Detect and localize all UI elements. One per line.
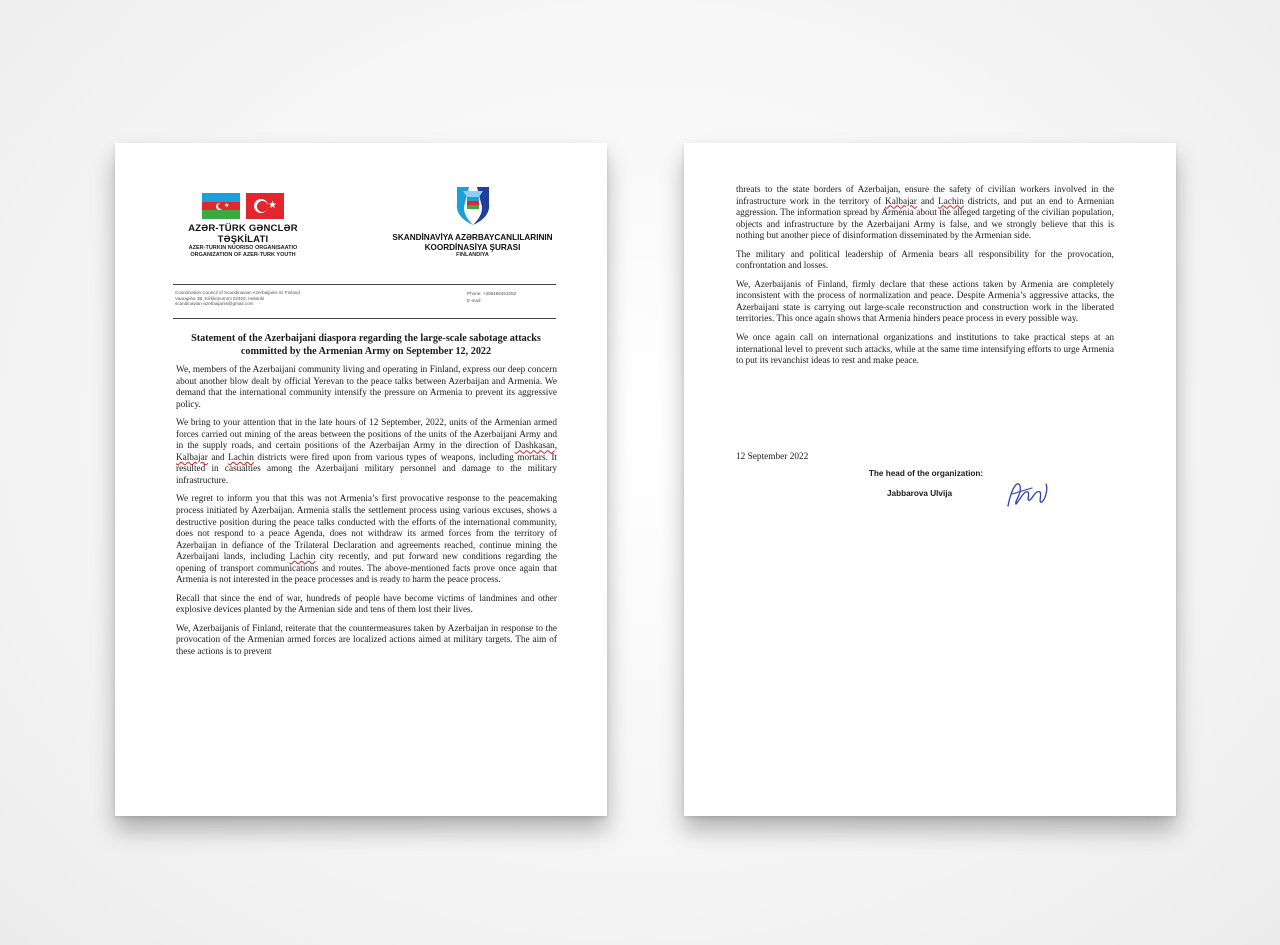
document-page-1 — [115, 143, 607, 816]
contact-phone-email — [467, 290, 557, 304]
council-emblem-icon — [443, 183, 503, 231]
paragraph-1: We, members of the Azerbaijani community living and operating in Finland, express our deep concern about another blow dealt by official Yerevan to the peace talks between Azerbaijan and Armenia. We demand that the international community intensify the pressure on Armenia to prevent its aggressive policy. — [176, 365, 557, 410]
contact-email: E-mail: — [467, 298, 482, 303]
contact-address-line3: scandinavian-azerbaijanis@gmail.com — [175, 301, 254, 307]
paragraph-5: We, Azerbaijanis of Finland, reiterate that the countermeasures taken by Azerbaijan in response to the provocation of the Armenian armed forces are localized actions aimed at military targets. The aim of these actions is to prevent — [176, 623, 557, 658]
azerbaijan-flag-icon: ★ — [202, 193, 240, 219]
turkey-flag-icon: ★ — [246, 193, 284, 219]
paragraph-7: The military and political leadership of Armenia bears all responsibility for the provocation, confrontation and losses. — [736, 249, 1114, 272]
paragraph-2: We bring to your attention that in the late hours of 12 September, 2022, units of the Armenian armed forces carried out mining of the areas between the positions of the units of the Azerbaijani Army and in the supply roads, and certain positions of the Azerbaijan Army in the direction of Dashkasan, Kalbajar and Lachin districts were fired upon from various types of weapons, including mortars. It resulted in casualties among the Azerbaijani military personnel and damage to the military infrastructure. — [176, 418, 557, 486]
paragraph-3: We regret to inform you that this was not Armenia’s first provocative response to the peacemaking process initiated by Azerbaijan. Armenia stalls the settlement process using various excuses, shows a destructive position during the peace talks conducted with the efforts of the international community, does not respond to a peace Agenda, does not withdraw its armed forces from the territory of Azerbaijan in defiance of the Trilateral Declaration and agreements reached, continue mining the Azerbaijani lands, including Lachin city recently, and put forward new conditions regarding the opening of transport communications and routes. The above-mentioned facts prove once again that Armenia is not interested in the peace processes and is ready to harm the peace process. — [176, 494, 557, 586]
council-name-line1: SKANDİNAVİYA AZƏRBAYCANLILARININ — [392, 233, 553, 242]
header-divider-top — [173, 284, 556, 285]
statement-title: Statement of the Azerbaijani diaspora regarding the large-scale sabotage attacks committed by the Armenian Army on September 12, 2022 — [191, 333, 541, 357]
paragraph-8: We, Azerbaijanis of Finland, firmly declare that these actions taken by Armenia are completely inconsistent with the process of normalization and peace. Despite Armenia’s aggressive attacks, the Azerbaijani state is carrying out large-scale reconstruction and construction work in the liberated territories. This once again shows that Armenia hinders peace process in every possible way. — [736, 279, 1114, 325]
document-page-2 — [684, 143, 1176, 816]
org-name-finnish: AZER-TURKIN NUORISO ORGANISAATIO — [188, 245, 298, 251]
contact-phone: Phone: +358469453282 — [467, 291, 517, 296]
org-name-english: ORGANIZATION OF AZER-TURK YOUTH — [190, 252, 296, 258]
council-name-line2: KOORDİNASİYA ŞURASI — [424, 242, 521, 252]
paragraph-6: threats to the state borders of Azerbaijan, ensure the safety of civilian workers involved in the infrastructure work in the territory of Kalbajar and Lachin districts, and put an end to Armenian aggression. The information spread by Armenia about the alleged targeting of the civilian population, objects and infrastructure by the Azerbaijani Army is false, and we strongly believe that this is nothing but another piece of disinformation disseminated by the Armenian side. — [736, 185, 1114, 242]
contact-address-line2: Vaarapiha 3B, Kirkkonummi 02400, Helsinki — [175, 295, 265, 301]
statement-body-page1 — [176, 365, 557, 666]
scandinavian-council-logo — [385, 183, 560, 258]
paragraph-4: Recall that since the end of war, hundreds of people have become victims of landmines and other explosive devices planted by the Armenian side and tens of them lost their lives. — [176, 593, 557, 616]
paragraph-9: We once again call on international organizations and institutions to take practical steps at an international level to prevent such attacks, while at the same time intensifying efforts to urge Armenia to put its revanchist ideas to rest and make peace. — [736, 333, 1114, 367]
statement-date: 12 September 2022 — [736, 452, 809, 462]
contact-address-line1: Coordination Council of Scandinavian Azerbaijanis Sr Finland — [175, 290, 300, 295]
azer-turk-youth-logo — [173, 193, 313, 259]
header-divider-bottom — [173, 318, 556, 319]
signature-heading: The head of the organization: — [868, 469, 984, 478]
contact-address — [175, 290, 375, 307]
statement-body-page2 — [736, 185, 1114, 375]
signatory-name: Jabbarova Ulvija — [887, 489, 953, 498]
council-country: FINLANDIYA — [456, 252, 489, 258]
handwritten-signature-icon — [1002, 476, 1054, 512]
org-name: AZƏR-TÜRK GƏNCLƏR TƏŞKİLATI — [188, 223, 298, 245]
